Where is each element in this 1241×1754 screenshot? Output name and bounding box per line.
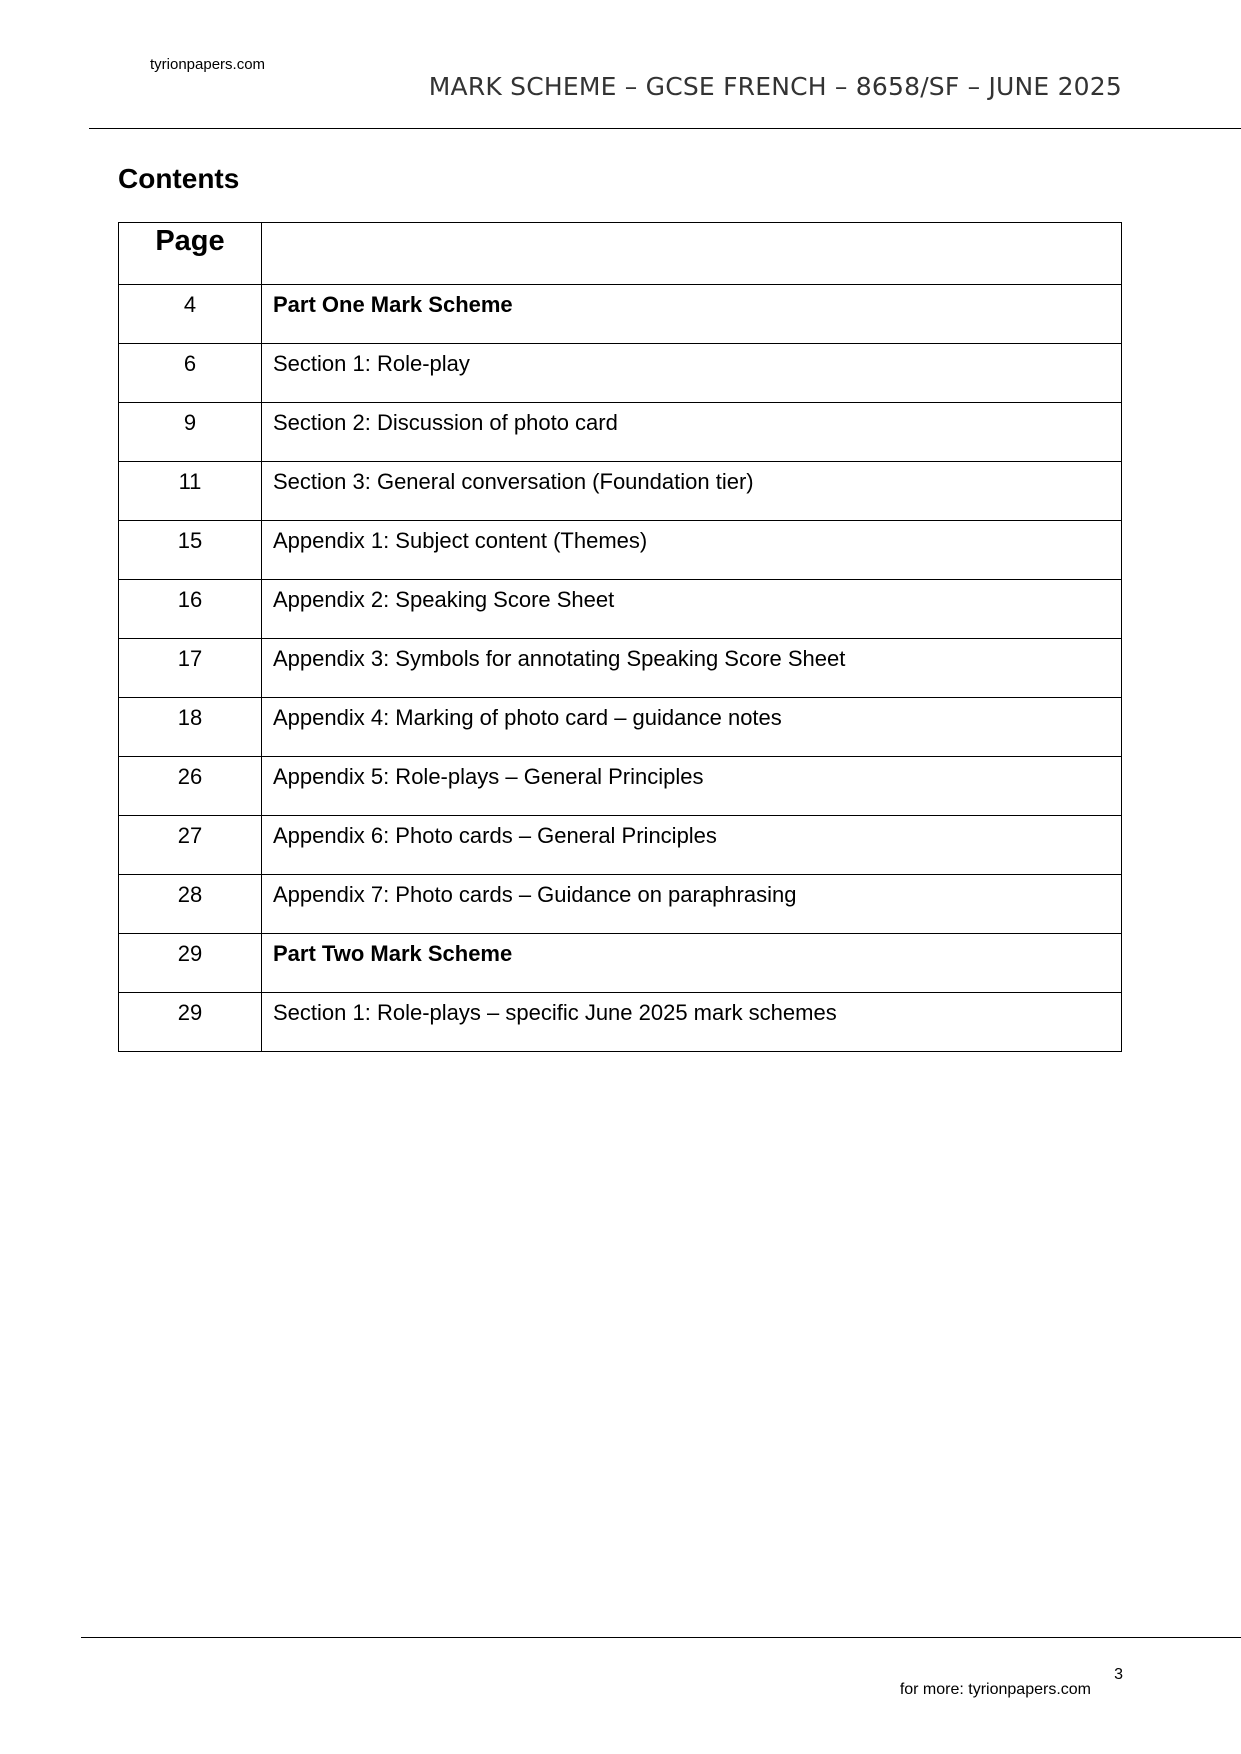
entry-page-number: 29: [119, 934, 262, 993]
table-row: [119, 344, 1122, 403]
entry-title: Appendix 7: Photo cards – Guidance on paraphrasing: [262, 875, 1122, 934]
entry-page-number: 26: [119, 757, 262, 816]
table-row: [119, 993, 1122, 1052]
footer-note: for more: tyrionpapers.com: [899, 1681, 1091, 1698]
site-watermark: tyrionpapers.com: [150, 56, 266, 73]
footer-divider: [81, 1637, 1241, 1638]
entry-title: Appendix 3: Symbols for annotating Speaking Score Sheet: [262, 639, 1122, 698]
entry-title: Appendix 6: Photo cards – General Principles: [262, 816, 1122, 875]
entry-title: Appendix 5: Role-plays – General Principles: [262, 757, 1122, 816]
entry-page-number: 18: [119, 698, 262, 757]
entry-page-number: 29: [119, 993, 262, 1052]
table-row: [119, 521, 1122, 580]
table-row: [119, 934, 1122, 993]
entry-title: Appendix 2: Speaking Score Sheet: [262, 580, 1122, 639]
entry-page-number: 11: [119, 462, 262, 521]
table-row: [119, 639, 1122, 698]
entry-title: Section 2: Discussion of photo card: [262, 403, 1122, 462]
contents-table: [118, 222, 1122, 1052]
table-row: [119, 757, 1122, 816]
entry-page-number: 17: [119, 639, 262, 698]
entry-title: Appendix 4: Marking of photo card – guidance notes: [262, 698, 1122, 757]
table-row: [119, 462, 1122, 521]
entry-title: Part One Mark Scheme: [262, 285, 1122, 344]
entry-title: Part Two Mark Scheme: [262, 934, 1122, 993]
entry-page-number: 6: [119, 344, 262, 403]
running-header: MARK SCHEME – GCSE FRENCH – 8658/SF – JUNE 2025: [428, 72, 1122, 101]
entry-title: Section 1: Role-play: [262, 344, 1122, 403]
table-row: [119, 698, 1122, 757]
entry-title: Appendix 1: Subject content (Themes): [262, 521, 1122, 580]
contents-heading: Contents: [118, 163, 240, 194]
contents-header-row: [119, 223, 1122, 285]
entry-page-number: 4: [119, 285, 262, 344]
table-row: [119, 816, 1122, 875]
page-number: 3: [1114, 1666, 1123, 1683]
header-divider: [89, 128, 1241, 129]
entry-page-number: 16: [119, 580, 262, 639]
entry-page-number: 15: [119, 521, 262, 580]
table-row: [119, 580, 1122, 639]
table-row: [119, 875, 1122, 934]
entry-title: Section 3: General conversation (Foundation tier): [262, 462, 1122, 521]
table-row: [119, 403, 1122, 462]
entry-page-number: 27: [119, 816, 262, 875]
page-column-header: Page: [119, 223, 262, 285]
entry-page-number: 28: [119, 875, 262, 934]
table-row: [119, 285, 1122, 344]
entry-title: Section 1: Role-plays – specific June 2025 mark schemes: [262, 993, 1122, 1052]
title-column-header: [262, 223, 1122, 285]
entry-page-number: 9: [119, 403, 262, 462]
contents-body: [119, 285, 1122, 1052]
